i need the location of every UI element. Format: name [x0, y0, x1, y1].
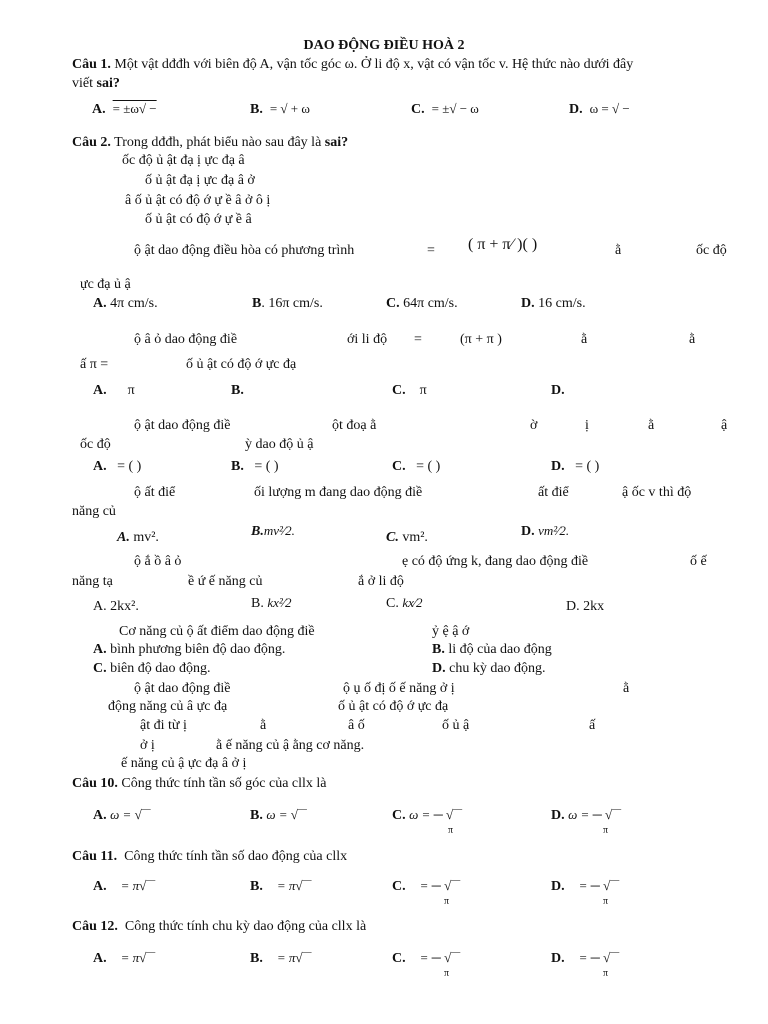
fragment: ố ế	[690, 554, 707, 569]
option-label: D.	[521, 296, 535, 311]
statement-4: ố ủ ật có độ ớ ự ề â	[145, 212, 252, 227]
option-label: A.	[93, 951, 107, 966]
fragment: ằ	[615, 243, 622, 258]
statement-1: ốc độ ủ ật đạ ị ực đạ â	[122, 153, 245, 168]
option-value: mv²⁄2.	[263, 523, 295, 538]
option-label: B.	[231, 383, 244, 398]
fragment: ậ ốc v thì độ	[622, 485, 692, 500]
fragment: ị	[585, 418, 589, 433]
option-d	[521, 295, 586, 312]
option-formula: = π√‾‾	[120, 878, 155, 893]
option-d	[432, 660, 546, 677]
question-6-text: ộ ất điể	[134, 485, 176, 500]
option-label: A.	[93, 599, 107, 614]
option-formula: = ─ √‾‾	[578, 878, 619, 893]
option-d	[551, 806, 621, 824]
option-c	[386, 594, 423, 612]
option-value: . 16π cm/s.	[261, 296, 323, 311]
question-11	[72, 848, 347, 865]
page-title: DAO ĐỘNG ĐIỀU HOÀ 2	[303, 38, 465, 53]
question-1-line2	[72, 75, 120, 92]
question-emphasis: sai?	[324, 135, 349, 150]
question-text: Trong dđđh, phát biểu nào sau đây là	[114, 135, 325, 150]
option-formula: = π√‾‾	[120, 950, 155, 965]
option-label: B.	[432, 642, 445, 657]
fragment: ế năng củ ậ ực đạ â ở ị	[121, 756, 247, 771]
question-4-text: ộ â ỏ dao động điề	[134, 332, 238, 347]
question-text: Một vật dđđh với biên độ A, vận tốc góc ω. Ở li độ x, vật có vận tốc v. Hệ thức nào dưới đây	[114, 57, 634, 72]
fragment: ộ ụ ố đị ố ế năng ở ị	[343, 681, 455, 696]
fragment: ẹ có độ ứng k, đang dao động điề	[402, 554, 589, 569]
option-label: A.	[93, 296, 107, 311]
fragment: ố ủ ậ	[442, 718, 470, 733]
option-label: C.	[386, 296, 400, 311]
fragment: â ố	[348, 718, 365, 733]
option-label: D.	[521, 524, 535, 539]
option-label: D.	[551, 808, 565, 823]
option-b	[250, 806, 307, 824]
statement-3: â ố ủ ật có độ ớ ự ề â ở ô ị	[125, 193, 271, 208]
option-value: 4π cm/s.	[110, 296, 158, 311]
option-b	[251, 522, 295, 540]
option-label: B.	[250, 951, 263, 966]
option-label: C.	[93, 661, 107, 676]
option-a	[117, 529, 159, 546]
option-label: B.	[251, 524, 264, 539]
option-value: 16 cm/s.	[538, 296, 586, 311]
option-c	[93, 660, 210, 677]
fragment: ấ π =	[80, 357, 109, 372]
option-b	[250, 949, 311, 967]
option-label: D.	[551, 459, 565, 474]
option-formula: = π√‾‾	[276, 950, 312, 965]
option-label: C.	[411, 102, 425, 117]
option-formula: = √ + ω	[269, 101, 310, 116]
question-emphasis: sai?	[96, 76, 120, 91]
question-text: Công thức tính tần số dao động của cllx	[124, 849, 348, 864]
option-a	[93, 458, 141, 475]
option-label: A.	[117, 530, 130, 545]
option-b	[250, 100, 310, 118]
option-d	[551, 949, 619, 967]
question-5-line2: ỳ dao độ ủ ậ	[245, 437, 314, 452]
option-value: 2kx	[583, 599, 605, 614]
fragment: ất điể	[538, 485, 569, 500]
option-label: A.	[93, 879, 107, 894]
question-text: Công thức tính tần số góc của cllx là	[121, 776, 327, 791]
question-8-text: Cơ năng củ ộ ất điểm dao động điề	[119, 624, 315, 639]
option-c	[392, 458, 440, 475]
question-text: viết	[72, 76, 97, 91]
option-label: C.	[386, 596, 399, 611]
option-label: B.	[231, 459, 244, 474]
fragment: ới li độ	[347, 332, 388, 347]
question-label: Câu 2.	[72, 135, 111, 150]
fragment: năng tạ	[72, 574, 113, 589]
option-formula: = ±√ − ω	[431, 101, 479, 116]
option-label: A.	[93, 808, 107, 823]
question-7-text: ộ ắ ồ â ỏ	[134, 554, 182, 569]
pi-symbol: π	[603, 968, 609, 979]
option-a	[93, 295, 158, 312]
question-6-line2: năng củ	[72, 504, 116, 519]
fragment: ằ	[581, 332, 588, 347]
question-10	[72, 775, 327, 792]
option-formula: = ─ √‾‾	[578, 950, 619, 965]
option-d	[551, 877, 619, 895]
option-formula: = ±ω√ −	[112, 101, 157, 116]
option-b	[432, 641, 552, 658]
option-value: = ( )	[416, 459, 441, 474]
option-label: B.	[250, 808, 263, 823]
option-label: A.	[93, 383, 107, 398]
option-d	[551, 382, 565, 399]
fragment: ột đoạ ằ	[332, 418, 377, 433]
pi-symbol: π	[603, 896, 609, 907]
option-value: = ( )	[254, 459, 279, 474]
option-formula: ω = √ −	[589, 101, 630, 116]
option-c	[411, 100, 479, 118]
option-b	[251, 594, 291, 612]
fragment: ối lượng m đang dao động điề	[254, 485, 423, 500]
option-label: A.	[93, 459, 107, 474]
option-label: B.	[250, 879, 263, 894]
question-9-text: ộ ật dao động điề	[134, 681, 231, 696]
option-formula: ω = ─ √‾‾	[568, 807, 621, 822]
option-a	[93, 598, 139, 615]
equals-sign: =	[414, 332, 422, 347]
option-value: chu kỳ dao động.	[449, 661, 546, 676]
question-label: Câu 12.	[72, 919, 118, 934]
fragment: ật đi từ ị	[140, 718, 187, 733]
option-b	[250, 877, 311, 895]
fragment: ậ	[721, 418, 728, 433]
option-label: A.	[93, 642, 107, 657]
option-label: D.	[551, 951, 565, 966]
question-label: Câu 10.	[72, 776, 118, 791]
fragment: ằ ế năng củ ậ ằng cơ năng.	[216, 738, 365, 753]
question-label: Câu 11.	[72, 849, 118, 864]
option-c	[386, 295, 458, 312]
fragment: ờ	[530, 418, 538, 433]
option-formula: ω = √‾‾	[266, 807, 307, 822]
option-value: = ( )	[117, 459, 142, 474]
fragment: ằ	[689, 332, 696, 347]
question-2	[72, 134, 348, 151]
option-value: li độ của dao động	[448, 642, 552, 657]
option-c	[392, 949, 460, 967]
fragment: ấ	[589, 718, 596, 733]
option-label: D.	[551, 879, 565, 894]
fragment: ề ứ ế năng củ	[188, 574, 263, 589]
option-label: C.	[392, 951, 406, 966]
option-label: B.	[251, 596, 264, 611]
option-d	[566, 598, 604, 615]
option-value: vm².	[402, 530, 428, 545]
option-a	[93, 949, 155, 967]
fragment: động năng củ â ực đạ	[108, 699, 228, 714]
fragment: ố ủ ật có độ ớ ực đạ	[338, 699, 449, 714]
option-label: D.	[551, 383, 565, 398]
fragment: ằ	[648, 418, 655, 433]
option-c	[386, 529, 428, 546]
question-label: Câu 1.	[72, 57, 111, 72]
option-label: C.	[392, 383, 406, 398]
option-c	[392, 382, 427, 399]
option-a	[92, 100, 157, 118]
option-a	[93, 877, 155, 895]
option-label: D.	[566, 599, 580, 614]
option-formula: ω = √‾‾	[110, 807, 151, 822]
option-label: B	[252, 296, 262, 311]
option-label: B.	[250, 102, 263, 117]
option-label: C.	[392, 879, 406, 894]
equals-sign: =	[427, 243, 435, 258]
option-label: C.	[392, 459, 406, 474]
question-text: Công thức tính chu kỳ dao động của cllx là	[124, 919, 367, 934]
option-d	[551, 458, 599, 475]
pi-symbol: π	[448, 825, 454, 836]
option-value: π	[127, 383, 135, 398]
fragment: ốc độ	[80, 437, 111, 452]
statement-2: ố ủ ật đạ ị ực đạ â ở	[145, 173, 255, 188]
option-value: 2kx².	[110, 599, 139, 614]
option-label: A.	[92, 102, 106, 117]
option-value: π	[419, 383, 427, 398]
fragment: ỷ ệ ậ ớ	[432, 624, 470, 639]
option-label: C.	[392, 808, 406, 823]
fragment: ốc độ	[696, 243, 727, 258]
fragment: ằ	[260, 718, 267, 733]
question-1	[72, 56, 633, 73]
option-value: biên độ dao động.	[110, 661, 211, 676]
phase-expression: ( π + π⁄ )( )	[468, 236, 538, 253]
pi-symbol: π	[603, 825, 609, 836]
option-value: kx⁄2	[402, 595, 423, 610]
phase-expression: (π + π )	[460, 332, 502, 347]
question-12	[72, 918, 366, 935]
fragment: ằ	[623, 681, 630, 696]
option-value: mv².	[133, 530, 159, 545]
option-label: D.	[569, 102, 583, 117]
option-value: kx²⁄2	[267, 595, 292, 610]
question-4-line2: ố ủ ật có độ ớ ực đạ	[186, 357, 297, 372]
question-3-line2: ực đạ ủ ậ	[80, 277, 131, 292]
option-value: = ( )	[575, 459, 600, 474]
question-3-text: ộ ật dao động điều hòa có phương trình	[134, 243, 355, 258]
option-b	[231, 458, 279, 475]
option-d	[521, 522, 569, 540]
fragment: ắ ở li độ	[358, 574, 404, 589]
option-value: 64π cm/s.	[403, 296, 458, 311]
fragment: ở ị	[140, 738, 155, 753]
option-c	[392, 877, 460, 895]
option-formula: = π√‾‾	[276, 878, 312, 893]
option-b	[231, 382, 244, 399]
option-formula: = ─ √‾‾	[419, 950, 460, 965]
option-a	[93, 641, 285, 658]
option-a	[93, 382, 135, 399]
option-value: vm²⁄2.	[538, 523, 570, 538]
option-label: C.	[386, 530, 399, 545]
pi-symbol: π	[444, 896, 450, 907]
option-formula: ω = ─ √‾‾	[409, 807, 462, 822]
option-value: bình phương biên độ dao động.	[110, 642, 286, 657]
option-a	[93, 806, 150, 824]
pi-symbol: π	[444, 968, 450, 979]
option-formula: = ─ √‾‾	[419, 878, 460, 893]
option-d	[569, 100, 630, 118]
option-label: D.	[432, 661, 446, 676]
option-b	[252, 295, 323, 312]
question-5-text: ộ ật dao động điề	[134, 418, 231, 433]
